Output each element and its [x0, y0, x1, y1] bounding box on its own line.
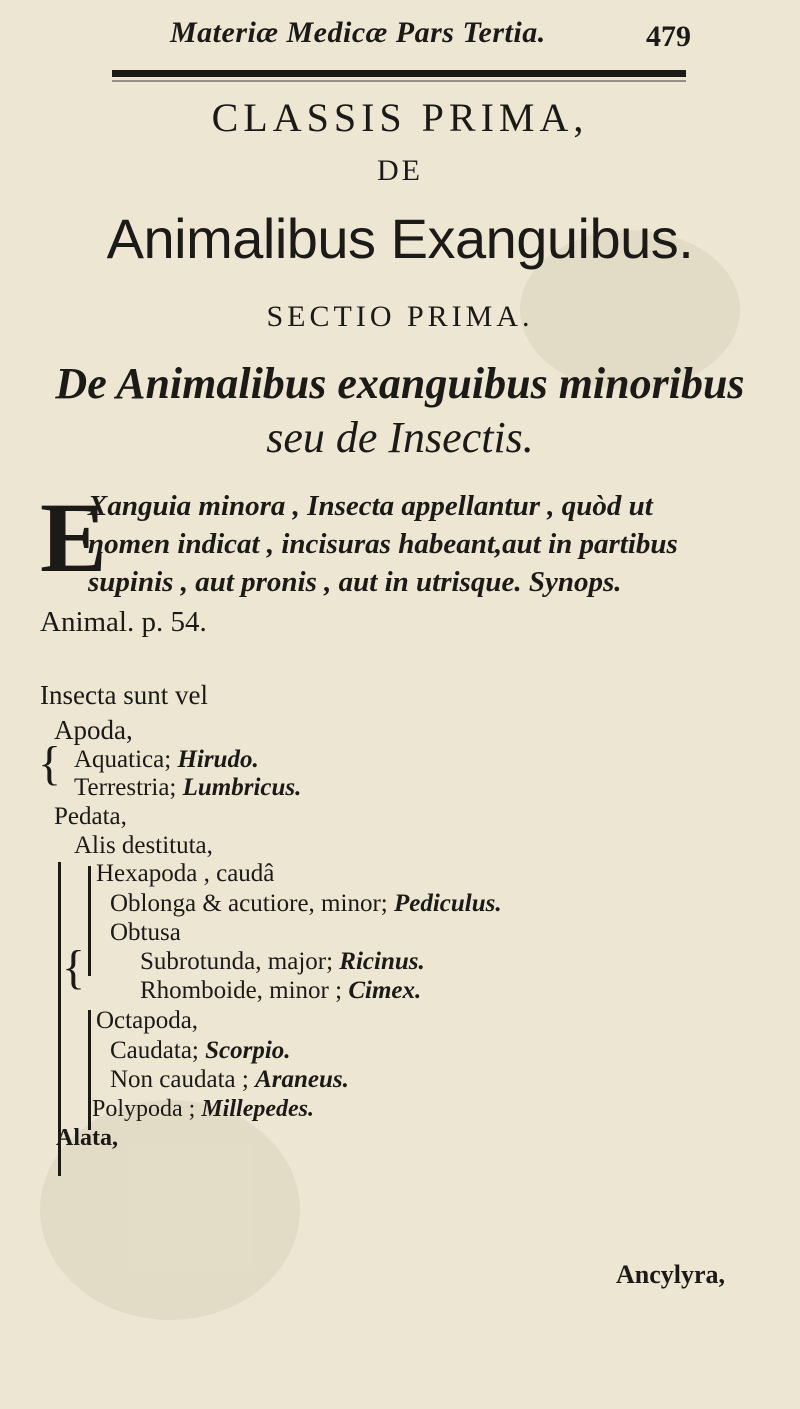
node-label: Aquatica;	[74, 746, 172, 773]
node-label: Polypoda ;	[92, 1096, 196, 1122]
tree-node-obtusa: Obtusa	[110, 919, 181, 946]
node-genus: Cimex.	[348, 977, 422, 1004]
section-title: SECTIO PRIMA.	[266, 300, 534, 333]
tree-node-alata: Alata,	[56, 1125, 118, 1151]
tree-node-non-caudata	[110, 1066, 349, 1094]
paragraph-line: nomen indicat , incisuras habeant,aut in partibus	[88, 528, 678, 560]
running-head: Materiæ Medicæ Pars Tertia.	[170, 16, 546, 49]
tree-node-caudata	[110, 1037, 291, 1065]
page-header	[0, 16, 800, 66]
tree-node-hexapoda: Hexapoda , caudâ	[96, 860, 275, 887]
header-rule	[112, 70, 686, 77]
page-number: 479	[646, 20, 691, 53]
tree-node-subrotunda	[140, 948, 425, 976]
tree-node-terrestria	[74, 774, 301, 802]
drop-cap: E	[40, 482, 107, 593]
node-genus: Ricinus.	[339, 948, 425, 975]
paragraph-line: Xanguia minora , Insecta appellantur , quòd ut	[88, 490, 653, 522]
main-title: Animalibus Exanguibus.	[106, 207, 694, 270]
subtitle-line-2: seu de Insectis.	[266, 413, 534, 462]
tree-root: Insecta sunt vel	[40, 680, 208, 710]
brace-icon: {	[38, 737, 62, 790]
node-genus: Scorpio.	[205, 1037, 291, 1064]
paragraph-line: Animal. p. 54.	[40, 606, 207, 638]
node-genus: Hirudo.	[177, 746, 259, 773]
node-label: Non caudata ;	[110, 1066, 249, 1093]
tree-node-oblonga	[110, 890, 502, 918]
tree-node-alis-destituta: Alis destituta,	[74, 832, 213, 859]
tree-bracket	[88, 866, 91, 976]
tree-node-pedata: Pedata,	[54, 803, 127, 830]
node-label: Rhomboide, minor ;	[140, 977, 343, 1004]
node-genus: Lumbricus.	[182, 774, 302, 801]
node-label: Subrotunda, major;	[140, 948, 334, 975]
node-genus: Pediculus.	[393, 890, 502, 917]
class-title: CLASSIS PRIMA,	[211, 95, 589, 140]
paragraph-line: supinis , aut pronis , aut in utrisque. Synops.	[88, 566, 622, 598]
tree-bracket	[88, 1010, 91, 1130]
node-genus: Araneus.	[255, 1066, 349, 1093]
catchword: Ancylyra,	[616, 1260, 726, 1289]
tree-node-rhomboide	[140, 977, 421, 1005]
subtitle-line-1: De Animalibus exanguibus minoribus	[55, 359, 745, 408]
tree-node-polypoda	[92, 1096, 314, 1123]
tree-node-octapoda: Octapoda,	[96, 1007, 199, 1034]
tree-node-apoda: Apoda,	[54, 715, 133, 745]
node-label: Caudata;	[110, 1037, 199, 1064]
tree-node-aquatica	[74, 746, 259, 774]
node-label: Terrestria;	[74, 774, 177, 801]
brace-icon: {	[62, 941, 86, 994]
node-genus: Millepedes.	[201, 1096, 314, 1122]
header-rule-thin	[112, 80, 686, 82]
title-de: DE	[377, 154, 423, 187]
node-label: Oblonga & acutiore, minor;	[110, 890, 388, 917]
